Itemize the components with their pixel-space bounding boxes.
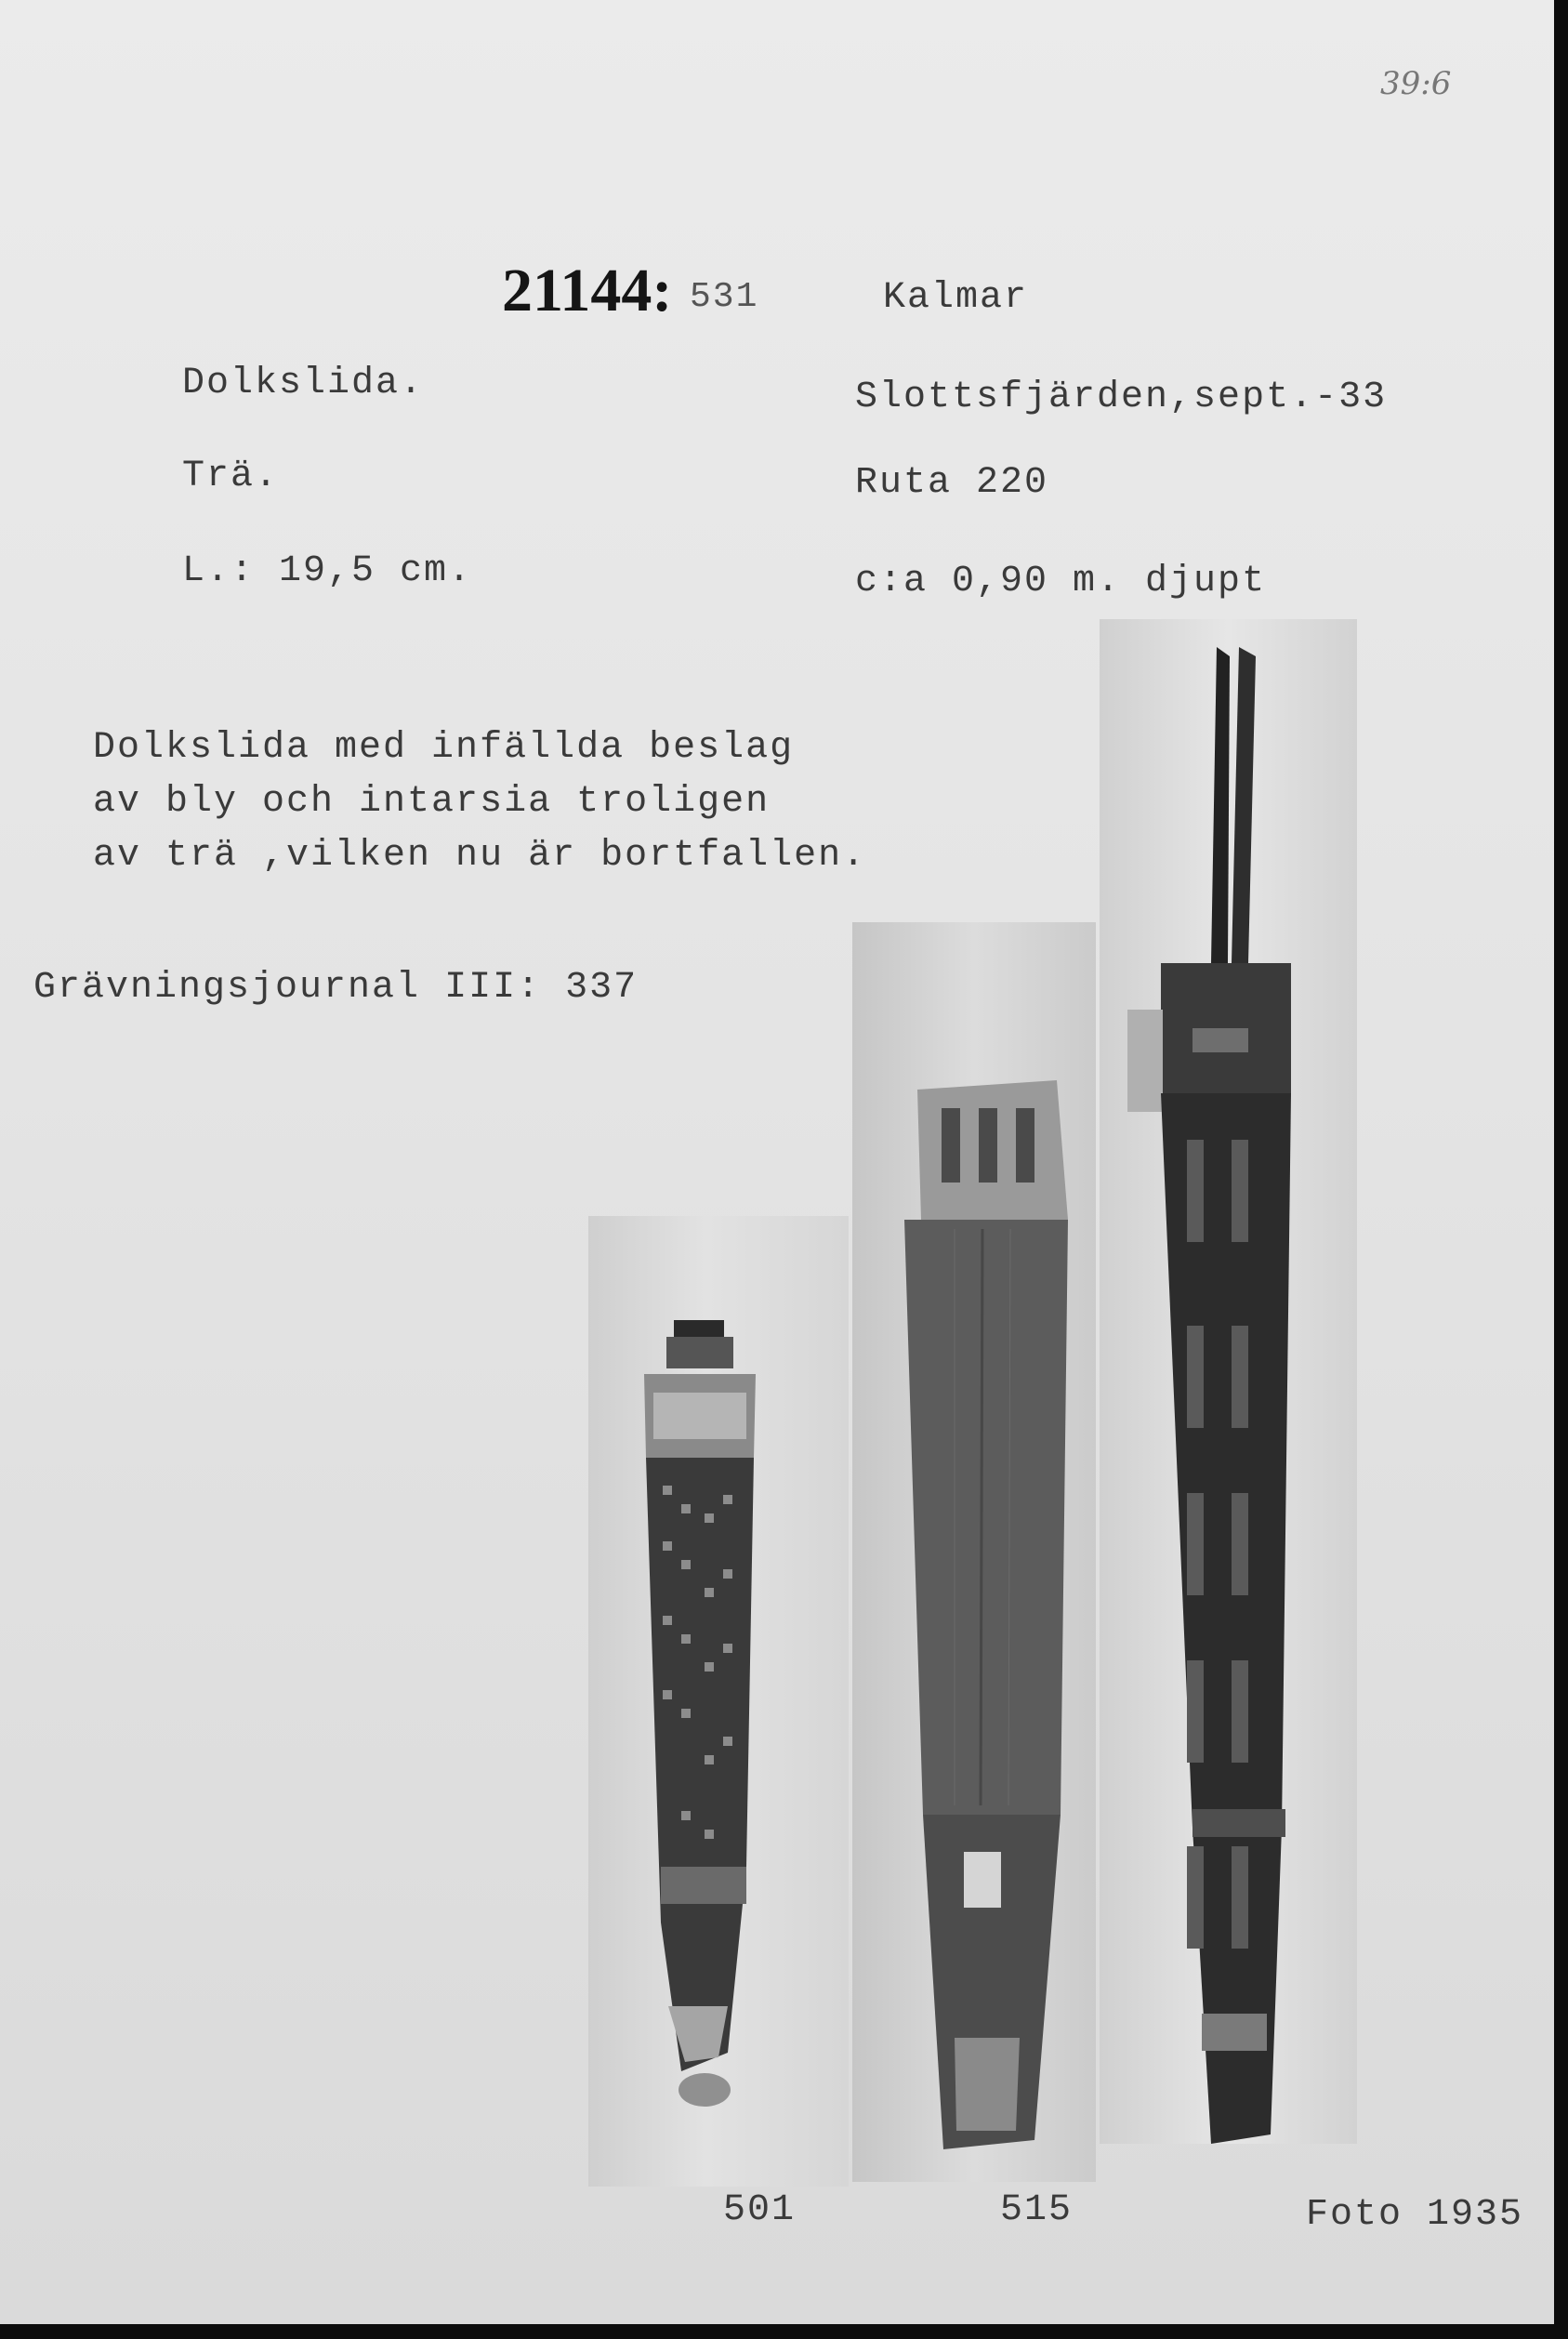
grid-square: Ruta 220 [855,462,1049,504]
photo-scabbard-with-blades [1100,619,1357,2144]
catalog-number: 21144: [502,257,673,324]
find-site: Slottsfjärden,sept.-33 [855,377,1388,418]
photo-scabbard-501 [588,1216,849,2187]
photo-credit: Foto 1935 [1306,2194,1524,2236]
photo-scabbard-515 [852,922,1096,2182]
description-line: av bly och intarsia troligen [93,781,771,823]
journal-reference: Grävningsjournal III: 337 [33,967,639,1009]
catalog-sub-number: 531 [690,277,759,317]
length: L.: 19,5 cm. [182,550,473,592]
photo-label-501: 501 [723,2189,797,2231]
depth: c:a 0,90 m. djupt [855,561,1267,602]
material: Trä. [182,456,280,497]
handwritten-annotation: 39:6 [1380,65,1452,102]
description-line: av trä ,vilken nu är bortfallen. [93,835,867,877]
description-line: Dolkslida med infällda beslag [93,727,795,769]
object-name: Dolkslida. [182,363,425,404]
place-name: Kalmar [883,277,1029,319]
photo-label-515: 515 [1000,2189,1074,2231]
